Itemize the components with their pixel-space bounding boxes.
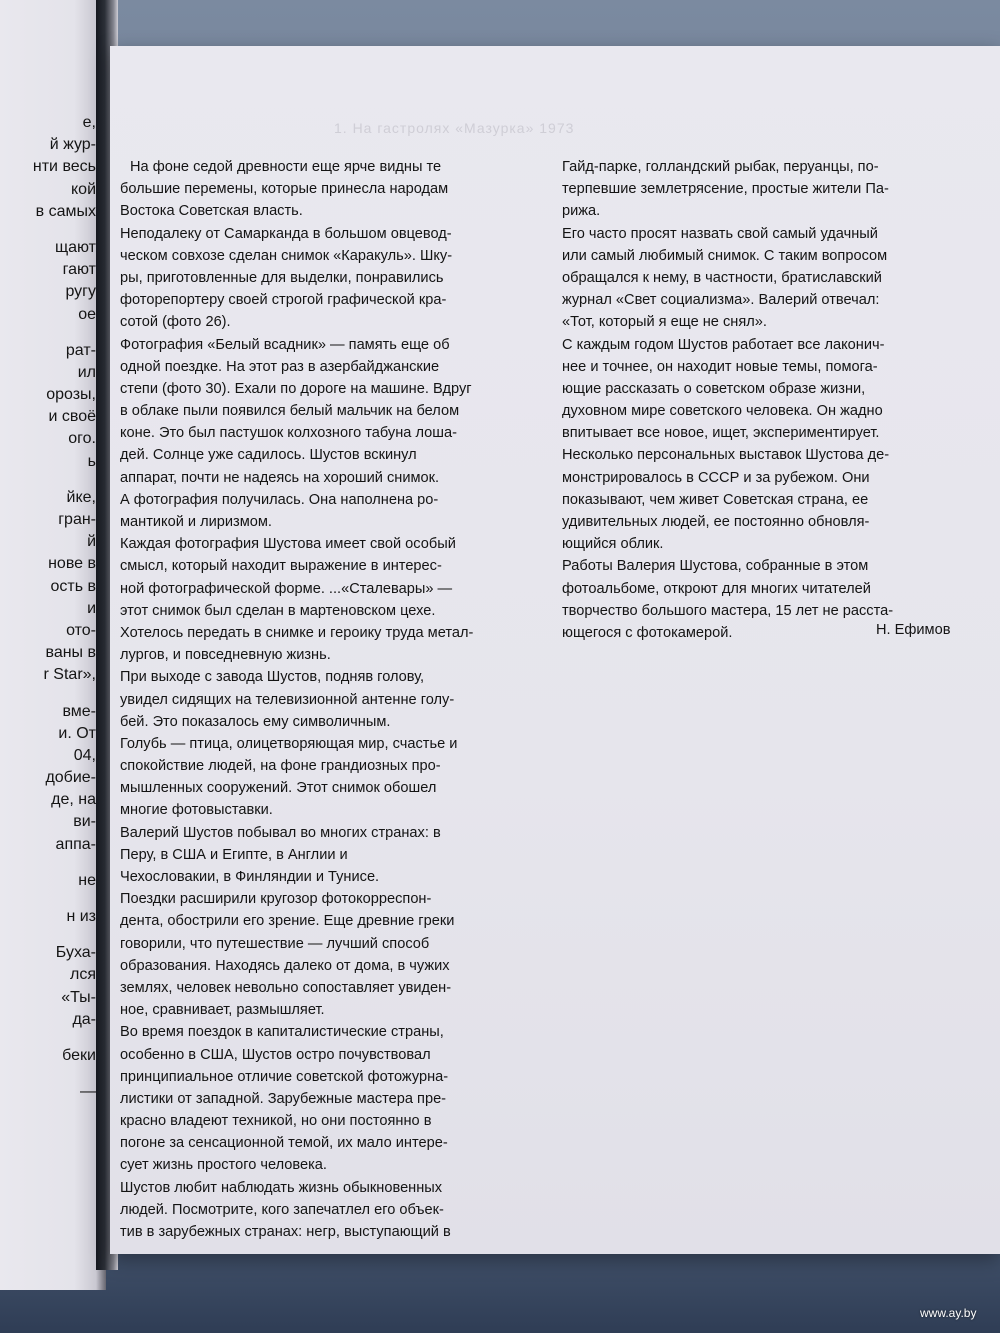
text-line: мантикой и лиризмом. [120, 514, 272, 530]
text-line: Несколько персональных выставок Шустова де- [562, 447, 890, 464]
left-page-fragment: и своё [48, 408, 96, 426]
text-line: спокойствие людей, на фоне грандиозных про- [120, 758, 441, 775]
text-column-right [562, 156, 962, 644]
left-page-fragment: добие- [45, 769, 96, 787]
text-line: ной фотографической форме. ...«Сталевары» — [120, 580, 453, 597]
text-line: говорили, что путешествие — лучший способ [120, 935, 430, 952]
left-page-text [0, 112, 96, 1103]
left-page-fragment: ого. [68, 430, 96, 448]
left-page-fragment: «Ты- [61, 988, 96, 1006]
text-line: ющийся облик. [562, 536, 664, 553]
left-page-fragment [0, 892, 96, 906]
left-page [0, 0, 106, 1290]
text-line: этот снимок был сделан в мартеновском цехе. [120, 602, 436, 619]
left-page-fragment: де, на [51, 791, 96, 809]
left-page-fragment: й жур- [49, 136, 96, 154]
text-line: особенно в США, Шустов остро почувствовал [120, 1046, 431, 1063]
show-through-header: 1. На гастролях «Мазурка» 1973 [334, 120, 575, 136]
left-page-fragment: йке, [66, 488, 96, 506]
text-line: ры, приготовленные для выделки, понравились [120, 269, 444, 286]
left-page-fragment: щают [54, 238, 96, 256]
text-line: коне. Это был пастушок колхозного табуна лоша- [120, 425, 457, 442]
left-page-fragment: ь [87, 452, 96, 470]
text-line: землях, человек невольно сопоставляет увиден- [120, 979, 452, 996]
left-page-fragment: рат- [65, 341, 96, 359]
text-line: красно владеют техникой, но они постоянно в [120, 1113, 432, 1130]
text-line: «Тот, который я еще не снял». [562, 314, 767, 331]
left-page-fragment [0, 326, 96, 340]
text-line: нее и точнее, он находит новые темы, помога- [562, 358, 878, 375]
text-line: С каждым годом Шустов работает все лаконич- [562, 336, 885, 353]
text-line: ческом совхозе сделан снимок «Каракуль». Шку- [120, 247, 453, 264]
text-line: терпевшие землетрясение, простые жители Па- [562, 181, 889, 198]
text-line: Работы Валерия Шустова, собранные в этом [562, 558, 869, 575]
text-line: духовном мире советского человека. Он жадно [562, 403, 883, 420]
text-line: Фотография «Белый всадник» — память еще об [120, 336, 450, 353]
text-line: творчество большого мастера, 15 лет не расста- [562, 602, 894, 619]
left-page-fragment: ви- [73, 813, 96, 831]
text-line: сотой (фото 26). [120, 314, 231, 331]
text-line: Его часто просят назвать свой самый удачный [562, 225, 878, 242]
left-page-fragment: да- [72, 1010, 96, 1028]
text-line: в облаке пыли появился белый мальчик на белом [120, 403, 460, 420]
text-line: тив в зарубежных странах: негр, выступающий в [120, 1224, 451, 1240]
left-page-fragment: гают [62, 261, 96, 279]
left-page-fragment [0, 223, 96, 237]
left-page-fragment [0, 1067, 96, 1081]
text-line: Гайд-парке, голландский рыбак, перуанцы, по- [562, 159, 879, 175]
left-page-fragment: — [80, 1083, 96, 1101]
text-line: большие перемены, которые принесла народам [120, 181, 449, 198]
text-line: А фотография получилась. Она наполнена ро- [120, 491, 439, 508]
author-signature: Н. Ефимов [876, 622, 951, 638]
text-column-left [120, 156, 540, 1243]
text-line: Каждая фотография Шустова имеет свой особый [120, 536, 456, 553]
left-page-fragment: аппа- [55, 835, 96, 853]
left-page-fragment: ваны в [45, 644, 96, 662]
text-line: Неподалеку от Самарканда в большом овцевод- [120, 225, 452, 242]
text-line: При выходе с завода Шустов, подняв голову, [120, 669, 425, 686]
left-page-fragment: нове в [48, 555, 96, 573]
text-line: показывают, чем живет Советская страна, ее [562, 491, 869, 508]
left-page-fragment: и [87, 599, 96, 617]
left-page-fragment: орозы, [46, 386, 96, 404]
text-line: Поездки расширили кругозор фотокорреспон- [120, 891, 432, 908]
text-line: степи (фото 30). Ехали по дороге на машине. Вдруг [120, 380, 472, 397]
text-line: Шустов любит наблюдать жизнь обыкновенных [120, 1179, 443, 1196]
text-line: Валерий Шустов побывал во многих странах: в [120, 824, 441, 841]
text-line: многие фотовыставки. [120, 802, 273, 819]
left-page-fragment: е, [82, 114, 96, 131]
text-line: Хотелось передать в снимке и героику труда метал- [120, 624, 474, 641]
text-line: лургов, и повседневную жизнь. [120, 647, 331, 664]
left-page-fragment [0, 473, 96, 487]
left-page-fragment: вме- [62, 702, 96, 720]
left-page-fragment [0, 1031, 96, 1045]
left-page-fragment: r Star», [43, 666, 96, 684]
text-line: впитывает все новое, ищет, экспериментирует. [562, 425, 880, 442]
left-page-fragment: не [78, 871, 96, 889]
left-page-fragment: й [87, 533, 96, 551]
left-page-fragment: Буха- [55, 944, 96, 962]
text-line: увидел сидящих на телевизионной антенне голу- [120, 691, 455, 708]
left-page-fragment [0, 856, 96, 870]
left-page-fragment [0, 687, 96, 701]
left-page-fragment: лся [70, 966, 96, 984]
text-line: или самый любимый снимок. С таким вопросом [562, 247, 888, 264]
text-line: листики от западной. Зарубежные мастера пре- [120, 1090, 447, 1107]
left-page-fragment: ость в [50, 577, 96, 595]
text-line: ющие рассказать о советском образе жизни, [562, 380, 866, 397]
left-page-fragment: ругу [65, 283, 96, 301]
text-line: сует жизнь простого человека. [120, 1157, 327, 1174]
site-watermark: www.ay.by [920, 1306, 977, 1320]
left-page-fragment: 04, [73, 746, 96, 764]
text-line: одной поездке. На этот раз в азербайджанские [120, 358, 440, 375]
text-line: Перу, в США и Египте, в Англии и [120, 846, 348, 863]
text-line: бей. Это показалось ему символичным. [120, 713, 391, 730]
left-page-fragment: ил [77, 363, 96, 381]
text-line: монстрировалось в СССР и за рубежом. Они [562, 469, 870, 486]
left-page-fragment: ото- [66, 621, 96, 639]
text-line: дей. Солнце уже садилось. Шустов вскинул [120, 447, 417, 464]
text-line: ющегося с фотокамерой. [562, 624, 733, 641]
text-line: дента, обострили его зрение. Еще древние греки [120, 913, 455, 930]
text-line: обращался к нему, в частности, братиславский [562, 269, 882, 286]
text-line: погоне за сенсационной темой, их мало интере- [120, 1135, 448, 1152]
left-page-fragment: нти весь [32, 158, 96, 176]
left-page-fragment: в самых [35, 202, 96, 220]
text-line: образования. Находясь далеко от дома, в чужих [120, 957, 450, 974]
left-page-fragment: гран- [58, 511, 96, 528]
left-page-fragment: н из [66, 908, 96, 925]
left-page-fragment: и. От [58, 724, 96, 742]
text-line: фотоальбоме, откроют для многих читателей [562, 580, 871, 597]
left-page-fragment [0, 928, 96, 942]
text-line: ное, сравнивает, размышляет. [120, 1002, 325, 1019]
text-line: фоторепортеру своей строгой графической кра- [120, 292, 447, 309]
text-line: Голубь — птица, олицетворяющая мир, счастье и [120, 735, 458, 752]
left-page-fragment: ое [78, 305, 96, 323]
left-page-fragment: беки [62, 1046, 96, 1064]
text-line: смысл, который находит выражение в интерес- [120, 558, 442, 575]
text-line: Востока Советская власть. [120, 203, 303, 220]
text-line: людей. Посмотрите, кого запечатлел его объек- [120, 1201, 444, 1218]
text-line: На фоне седой древности еще ярче видны те [130, 159, 442, 175]
text-line: Чехословакии, в Финляндии и Тунисе. [120, 869, 380, 885]
text-line: мышленных сооружений. Этот снимок обошел [120, 780, 437, 797]
text-line: журнал «Свет социализма». Валерий отвечал: [562, 292, 880, 309]
text-line: рижа. [562, 203, 601, 220]
text-line: Во время поездок в капиталистические страны, [120, 1024, 444, 1041]
text-line: принципиальное отличие советской фотожурна- [120, 1068, 449, 1085]
left-page-fragment: кой [70, 180, 96, 198]
text-line: удивительных людей, ее постоянно обновля- [562, 514, 870, 530]
text-line: аппарат, почти не надеясь на хороший снимок. [120, 469, 440, 486]
